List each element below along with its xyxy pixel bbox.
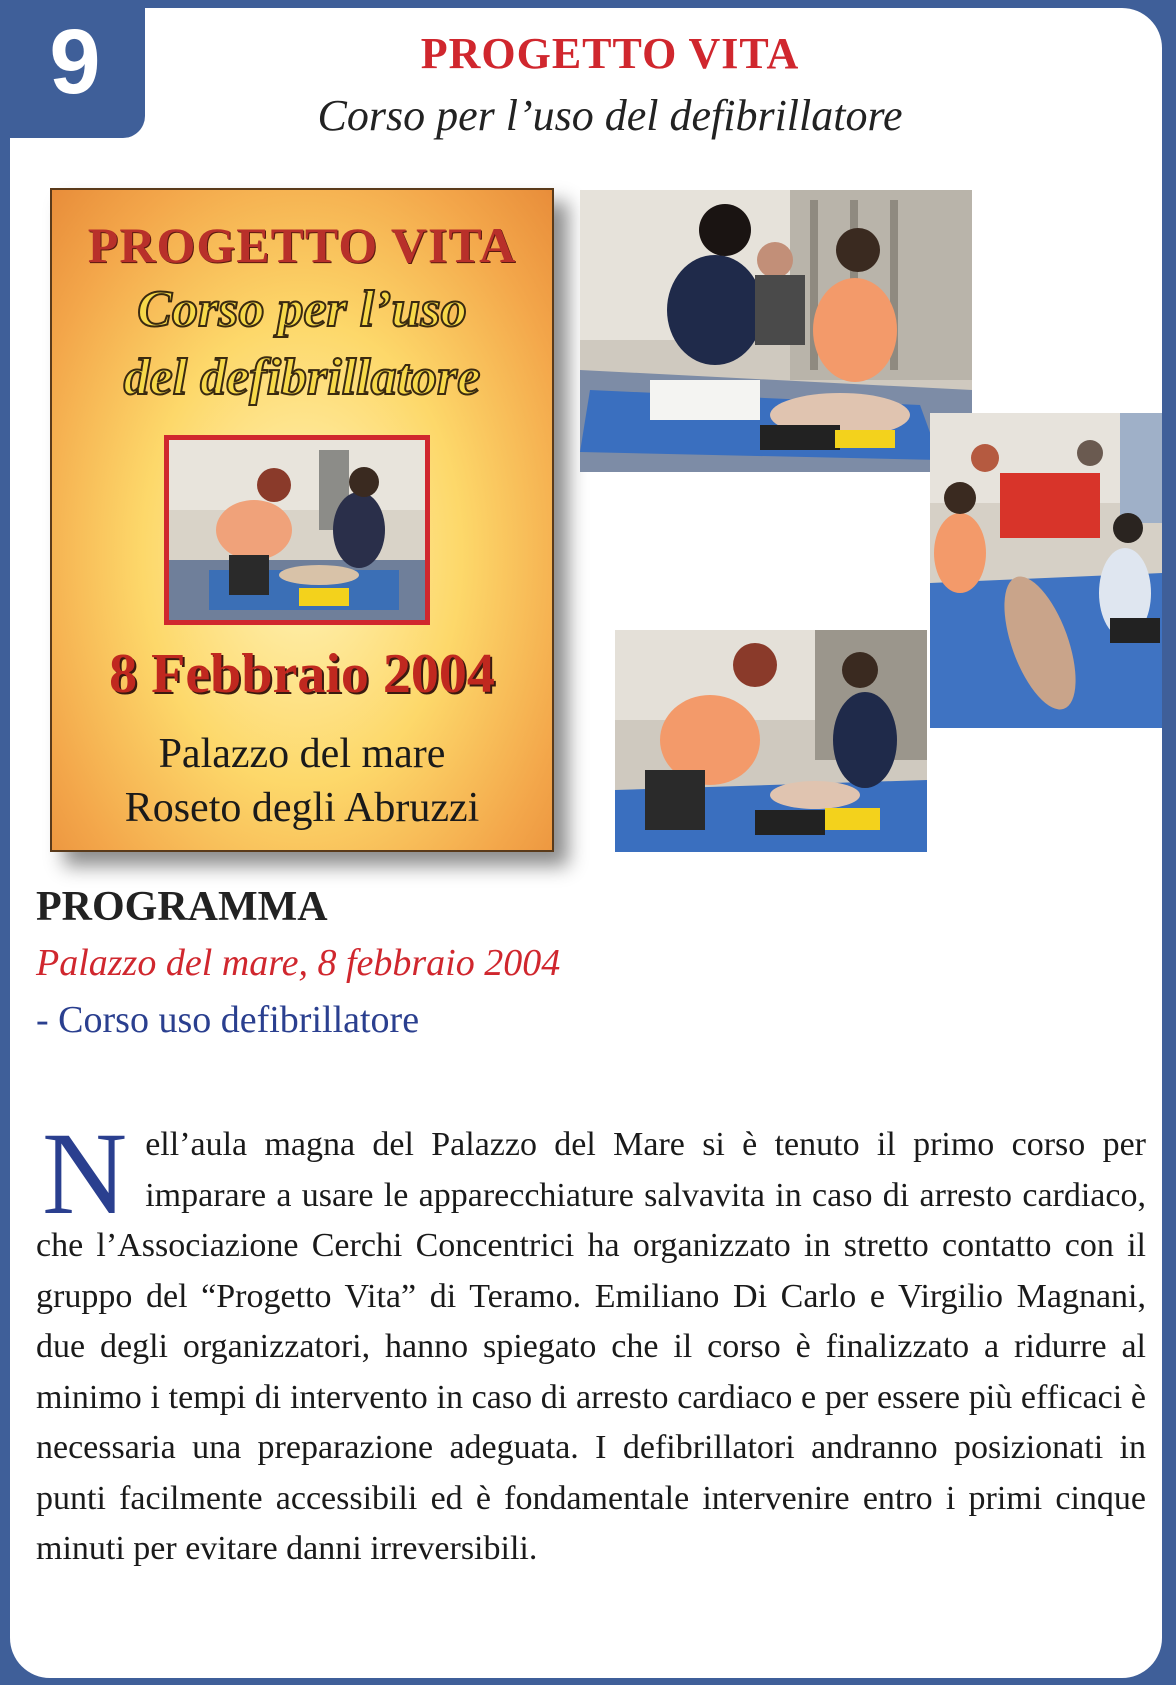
programma-date: Palazzo del mare, 8 febbraio 2004 — [36, 942, 561, 984]
poster-date: 8 Febbraio 2004 — [109, 643, 495, 705]
course-photo-1 — [580, 190, 972, 472]
page-number: 9 — [49, 11, 101, 113]
poster-line-2: del defibrillatore — [123, 349, 481, 406]
course-photo-2 — [930, 413, 1162, 728]
article-text: ell’aula magna del Palazzo del Mare si è tenuto il primo corso per imparare a usare le apparecchiature salvavita in caso di arresto cardiaco, che l’Associazione Cerchi Concentrici ha organizzato in stretto contatto con il gruppo del “Progetto Vita” di Teramo. Emiliano Di Carlo e Virgilio Magnani, due degli organizzatori, hanno spiegato che il corso è finalizzato a ridurre al minimo i tempi di intervento in caso di arresto cardiaco e per essere più efficaci è necessaria una preparazione adeguata. I defibrillatori andranno posizionati in punti facilmente accessibili ed è fondamentale intervenire entro i primi cinque minuti per evitare danni irreversibili. — [36, 1126, 1146, 1567]
page-number-box — [10, 8, 145, 138]
programma-item: - Corso uso defibrillatore — [36, 999, 420, 1041]
drop-cap: N — [42, 1108, 128, 1239]
programma-heading: PROGRAMMA — [36, 884, 328, 930]
page — [10, 8, 1162, 1678]
course-photo-3 — [615, 630, 927, 852]
header-subtitle: Corso per l’uso del defibrillatore — [317, 91, 903, 140]
poster-place-1: Palazzo del mare — [158, 731, 446, 777]
poster-place-2: Roseto degli Abruzzi — [124, 785, 480, 831]
poster-photo — [164, 435, 430, 625]
poster-title: PROGETTO VITA — [87, 217, 517, 273]
header-title: PROGETTO VITA — [420, 29, 800, 78]
event-poster — [50, 188, 554, 852]
article-body — [36, 1108, 1146, 1575]
poster-line-1: Corso per l’uso — [137, 281, 467, 338]
